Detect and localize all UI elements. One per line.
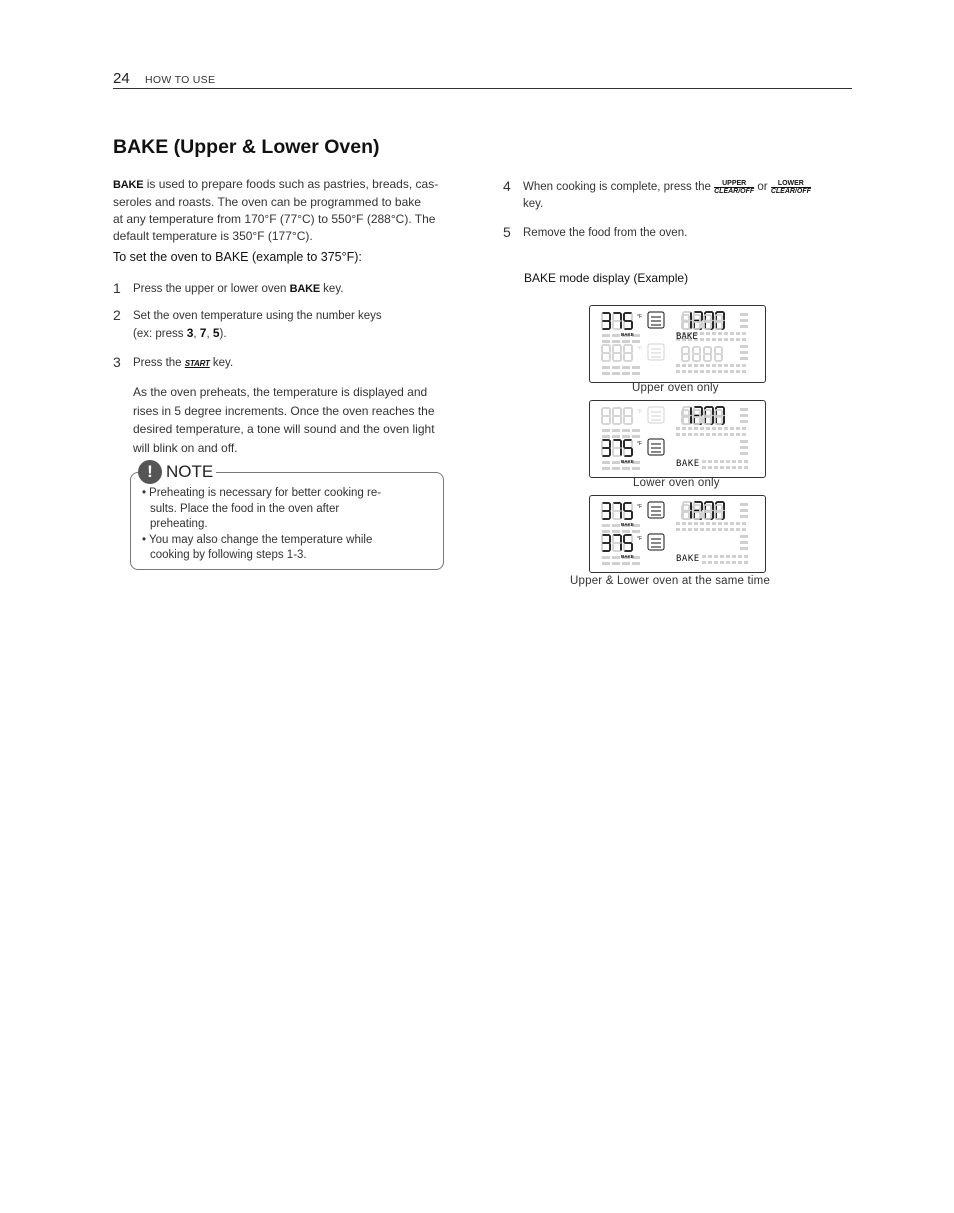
indicator-segment	[732, 561, 736, 564]
indicator-segment	[740, 541, 748, 544]
indicator-segment	[736, 522, 740, 525]
indicator-segment	[730, 522, 734, 525]
indicator-segment	[602, 530, 610, 533]
indicator-segment	[744, 555, 748, 558]
step-text: Set the oven temperature using the number keys (ex: press 3, 7, 5).	[133, 310, 382, 340]
indicator-segment	[740, 515, 748, 518]
temperature-digit	[624, 313, 632, 329]
indicator-segment	[694, 370, 698, 373]
indicator-segment	[736, 332, 740, 335]
indicator-segment	[706, 364, 710, 367]
indicator-segment	[622, 530, 630, 533]
note-label: NOTE	[166, 462, 214, 481]
indicator-segment	[708, 460, 712, 463]
mode-digit	[693, 347, 700, 361]
indicator-segment	[700, 364, 704, 367]
indicator-segment	[712, 370, 716, 373]
indicator-segment	[688, 364, 692, 367]
indicator-segment	[744, 561, 748, 564]
indicator-segment	[736, 528, 740, 531]
indicator-segment	[682, 370, 686, 373]
step-3	[113, 355, 463, 375]
indicator-segment	[732, 555, 736, 558]
bake-indicator: BAKE	[621, 332, 634, 337]
indicator-segment	[738, 555, 742, 558]
degree-indicator: °F	[637, 409, 643, 415]
mode-text: BAKE	[676, 554, 700, 564]
temperature-digit	[602, 313, 610, 329]
indicator-segment	[718, 364, 722, 367]
indicator-segment	[736, 338, 740, 341]
temperature-digit	[624, 440, 632, 456]
indicator-segment	[602, 461, 610, 464]
temperature-digit	[602, 408, 610, 424]
lcd-screen	[590, 496, 765, 572]
indicator-segment	[712, 332, 716, 335]
indicator-segment	[682, 427, 686, 430]
indicator-segment	[712, 364, 716, 367]
temperature-digit	[624, 535, 632, 551]
intro-line: default temperature is 350°F (177°C).	[113, 229, 313, 243]
intro-line: at any temperature from 170°F (77°C) to 550°F (288°C). The	[113, 212, 436, 226]
indicator-segment	[724, 522, 728, 525]
indicator-segment	[740, 319, 748, 322]
indicator-segment	[632, 366, 640, 369]
steps-heading: To set the oven to BAKE (example to 375°F):	[113, 250, 362, 264]
note-item: • You may also change the temperature while cooking by following steps 1-3.	[142, 533, 432, 564]
indicator-segment	[622, 340, 630, 343]
indicator-segment	[694, 433, 698, 436]
indicator-segment	[730, 433, 734, 436]
indicator-segment	[612, 562, 620, 565]
indicator-segment	[732, 466, 736, 469]
indicator-segment	[724, 528, 728, 531]
temperature-digit	[613, 345, 621, 361]
temperature-digit	[613, 503, 621, 519]
indicator-segment	[724, 332, 728, 335]
indicator-segment	[682, 364, 686, 367]
indicator-segment	[622, 562, 630, 565]
indicator-segment	[700, 332, 704, 335]
degree-indicator: °F	[637, 314, 643, 320]
lcd-display-upper-only	[589, 305, 766, 383]
indicator-segment	[632, 562, 640, 565]
indicator-segment	[714, 466, 718, 469]
indicator-segment	[708, 561, 712, 564]
indicator-segment	[718, 528, 722, 531]
indicator-segment	[738, 466, 742, 469]
step-2	[113, 308, 463, 344]
indicator-segment	[740, 547, 748, 550]
indicator-segment	[742, 522, 746, 525]
temperature-digit	[613, 535, 621, 551]
indicator-segment	[742, 528, 746, 531]
indicator-segment	[612, 366, 620, 369]
indicator-segment	[706, 370, 710, 373]
indicator-segment	[738, 561, 742, 564]
indicator-segment	[706, 427, 710, 430]
indicator-segment	[740, 503, 748, 506]
bake-indicator: BAKE	[621, 522, 634, 527]
indicator-segment	[688, 433, 692, 436]
indicator-segment	[724, 433, 728, 436]
indicator-segment	[742, 370, 746, 373]
step-1	[113, 281, 463, 301]
indicator-segment	[706, 522, 710, 525]
step-number: 1	[113, 280, 121, 296]
start-key: START	[184, 359, 210, 368]
indicator-segment	[742, 332, 746, 335]
indicator-segment	[736, 427, 740, 430]
temperature-digit	[613, 440, 621, 456]
indicator-segment	[726, 561, 730, 564]
indicator-segment	[718, 427, 722, 430]
indicator-segment	[688, 522, 692, 525]
indicator-segment	[612, 334, 620, 337]
indicator-segment	[676, 427, 680, 430]
indicator-segment	[632, 340, 640, 343]
indicator-segment	[700, 433, 704, 436]
indicator-segment	[612, 340, 620, 343]
indicator-segment	[740, 440, 748, 443]
indicator-segment	[602, 429, 610, 432]
indicator-segment	[730, 364, 734, 367]
intro-line: seroles and roasts. The oven can be programmed to bake	[113, 195, 421, 209]
indicator-segment	[720, 460, 724, 463]
indicator-segment	[712, 427, 716, 430]
indicator-segment	[712, 528, 716, 531]
indicator-segment	[612, 461, 620, 464]
mode-digit	[704, 347, 711, 361]
indicator-segment	[744, 460, 748, 463]
indicator-segment	[718, 338, 722, 341]
number-key-7: 7	[199, 326, 207, 340]
indicator-segment	[712, 433, 716, 436]
indicator-segment	[632, 372, 640, 375]
indicator-segment	[740, 325, 748, 328]
indicator-segment	[688, 528, 692, 531]
indicator-segment	[720, 561, 724, 564]
indicator-segment	[706, 332, 710, 335]
step-number: 2	[113, 307, 121, 323]
temperature-digit	[602, 440, 610, 456]
indicator-segment	[602, 524, 610, 527]
lcd-display-lower-only	[589, 400, 766, 478]
indicator-segment	[700, 427, 704, 430]
step-number: 5	[503, 224, 511, 240]
indicator-segment	[682, 528, 686, 531]
note-item: • Preheating is necessary for better cooking re- sults. Place the food in the oven after preheating.	[142, 486, 432, 533]
degree-indicator: °F	[637, 504, 643, 510]
indicator-segment	[622, 467, 630, 470]
mode-text: BAKE	[676, 459, 700, 469]
indicator-segment	[700, 370, 704, 373]
temperature-digit	[624, 408, 632, 424]
indicator-segment	[730, 370, 734, 373]
indicator-segment	[714, 561, 718, 564]
indicator-segment	[738, 460, 742, 463]
indicator-segment	[720, 466, 724, 469]
number-key-5: 5	[212, 326, 220, 340]
indicator-segment	[724, 364, 728, 367]
indicator-segment	[736, 370, 740, 373]
indicator-segment	[714, 555, 718, 558]
degree-indicator: °F	[637, 346, 643, 352]
degree-indicator: °F	[637, 441, 643, 447]
bake-indicator: BAKE	[621, 554, 634, 559]
indicator-segment	[622, 435, 630, 438]
indicator-segment	[702, 460, 706, 463]
indicator-segment	[718, 370, 722, 373]
exclamation-icon: !	[138, 460, 162, 484]
indicator-segment	[726, 460, 730, 463]
indicator-segment	[714, 460, 718, 463]
note-header	[138, 459, 216, 485]
indicator-segment	[730, 528, 734, 531]
indicator-segment	[676, 364, 680, 367]
indicator-segment	[708, 466, 712, 469]
indicator-segment	[612, 524, 620, 527]
number-key-3: 3	[186, 326, 194, 340]
step-number: 3	[113, 354, 121, 370]
indicator-segment	[740, 446, 748, 449]
indicator-segment	[682, 522, 686, 525]
indicator-segment	[602, 372, 610, 375]
intro-paragraph	[113, 176, 461, 245]
temperature-digit	[602, 345, 610, 361]
indicator-segment	[740, 313, 748, 316]
section-title: HOW TO USE	[145, 74, 216, 86]
indicator-segment	[632, 530, 640, 533]
indicator-segment	[706, 528, 710, 531]
temperature-digit	[602, 503, 610, 519]
indicator-segment	[740, 420, 748, 423]
display-caption: Upper oven only	[632, 382, 719, 394]
upper-clear-off-key: UPPER CLEAR/OFF	[714, 179, 755, 195]
indicator-segment	[706, 433, 710, 436]
oven-light-icon	[648, 502, 664, 518]
note-list	[142, 486, 432, 564]
indicator-segment	[742, 427, 746, 430]
indicator-segment	[742, 433, 746, 436]
display-caption: Lower oven only	[633, 477, 720, 489]
indicator-segment	[700, 528, 704, 531]
indicator-segment	[706, 338, 710, 341]
indicator-segment	[688, 370, 692, 373]
step-text: Press the upper or lower oven BAKE key.	[133, 283, 344, 295]
indicator-segment	[744, 466, 748, 469]
indicator-segment	[612, 435, 620, 438]
indicator-segment	[612, 372, 620, 375]
step-4	[503, 179, 853, 215]
display-section-heading: BAKE mode display (Example)	[524, 271, 689, 285]
oven-light-icon	[648, 344, 664, 360]
indicator-segment	[688, 427, 692, 430]
indicator-segment	[602, 366, 610, 369]
header-divider	[113, 88, 852, 89]
step-text: Remove the food from the oven.	[523, 227, 688, 239]
indicator-segment	[612, 429, 620, 432]
indicator-segment	[612, 556, 620, 559]
display-caption: Upper & Lower oven at the same time	[570, 575, 771, 587]
mode-digit	[682, 347, 689, 361]
bake-keyword: BAKE	[113, 179, 144, 191]
page-number: 24	[113, 70, 130, 87]
temperature-digit	[624, 345, 632, 361]
indicator-segment	[702, 466, 706, 469]
temperature-digit	[624, 503, 632, 519]
lcd-screen	[590, 306, 765, 382]
indicator-segment	[612, 467, 620, 470]
indicator-segment	[632, 435, 640, 438]
indicator-segment	[632, 467, 640, 470]
indicator-segment	[702, 555, 706, 558]
page-title: BAKE (Upper & Lower Oven)	[113, 136, 380, 158]
bake-key: BAKE	[289, 283, 320, 295]
indicator-segment	[724, 338, 728, 341]
mode-text: BAKE	[676, 332, 698, 342]
lcd-screen	[590, 401, 765, 477]
mode-digit	[715, 347, 722, 361]
indicator-segment	[612, 530, 620, 533]
indicator-segment	[694, 528, 698, 531]
indicator-segment	[718, 332, 722, 335]
indicator-segment	[718, 433, 722, 436]
indicator-segment	[602, 435, 610, 438]
step-text: Press the START key.	[133, 357, 234, 369]
indicator-segment	[740, 535, 748, 538]
indicator-segment	[694, 427, 698, 430]
indicator-segment	[726, 555, 730, 558]
indicator-segment	[622, 372, 630, 375]
indicator-segment	[730, 338, 734, 341]
temperature-digit	[602, 535, 610, 551]
indicator-segment	[632, 429, 640, 432]
indicator-segment	[602, 556, 610, 559]
indicator-segment	[724, 427, 728, 430]
indicator-segment	[726, 466, 730, 469]
indicator-segment	[682, 433, 686, 436]
indicator-segment	[694, 522, 698, 525]
step-5	[503, 225, 853, 245]
indicator-segment	[740, 351, 748, 354]
indicator-segment	[730, 427, 734, 430]
intro-line: is used to prepare foods such as pastries, breads, cas-	[143, 177, 439, 191]
indicator-segment	[622, 429, 630, 432]
indicator-segment	[676, 433, 680, 436]
indicator-segment	[700, 338, 704, 341]
indicator-segment	[676, 370, 680, 373]
bake-indicator: BAKE	[621, 459, 634, 464]
step-number: 4	[503, 178, 511, 194]
indicator-segment	[602, 562, 610, 565]
temperature-digit	[613, 408, 621, 424]
indicator-segment	[740, 408, 748, 411]
indicator-segment	[740, 452, 748, 455]
indicator-segment	[602, 467, 610, 470]
preheat-paragraph: As the oven preheats, the temperature is displayed and rises in 5 degree increments. Once the oven reaches the desired temperature, a tone will sound and the oven light will blink on and off.	[133, 385, 435, 455]
step-text: When cooking is complete, press the UPPER CLEAR/OFF or LOWER CLEAR/OFF key.	[523, 179, 811, 210]
indicator-segment	[740, 509, 748, 512]
indicator-segment	[736, 364, 740, 367]
indicator-segment	[602, 334, 610, 337]
indicator-segment	[602, 340, 610, 343]
oven-light-icon	[648, 439, 664, 455]
degree-indicator: °F	[637, 536, 643, 542]
indicator-segment	[718, 522, 722, 525]
indicator-segment	[740, 345, 748, 348]
indicator-segment	[694, 364, 698, 367]
indicator-segment	[702, 561, 706, 564]
indicator-segment	[740, 414, 748, 417]
indicator-segment	[732, 460, 736, 463]
indicator-segment	[712, 338, 716, 341]
indicator-segment	[708, 555, 712, 558]
indicator-segment	[676, 528, 680, 531]
indicator-segment	[720, 555, 724, 558]
indicator-segment	[742, 338, 746, 341]
indicator-segment	[700, 522, 704, 525]
indicator-segment	[622, 366, 630, 369]
oven-light-icon	[648, 407, 664, 423]
oven-light-icon	[648, 534, 664, 550]
oven-light-icon	[648, 312, 664, 328]
indicator-segment	[724, 370, 728, 373]
indicator-segment	[736, 433, 740, 436]
lcd-display-both-ovens	[589, 495, 766, 573]
indicator-segment	[676, 522, 680, 525]
lower-clear-off-key: LOWER CLEAR/OFF	[770, 179, 811, 195]
indicator-segment	[730, 332, 734, 335]
indicator-segment	[712, 522, 716, 525]
indicator-segment	[742, 364, 746, 367]
indicator-segment	[740, 357, 748, 360]
temperature-digit	[613, 313, 621, 329]
